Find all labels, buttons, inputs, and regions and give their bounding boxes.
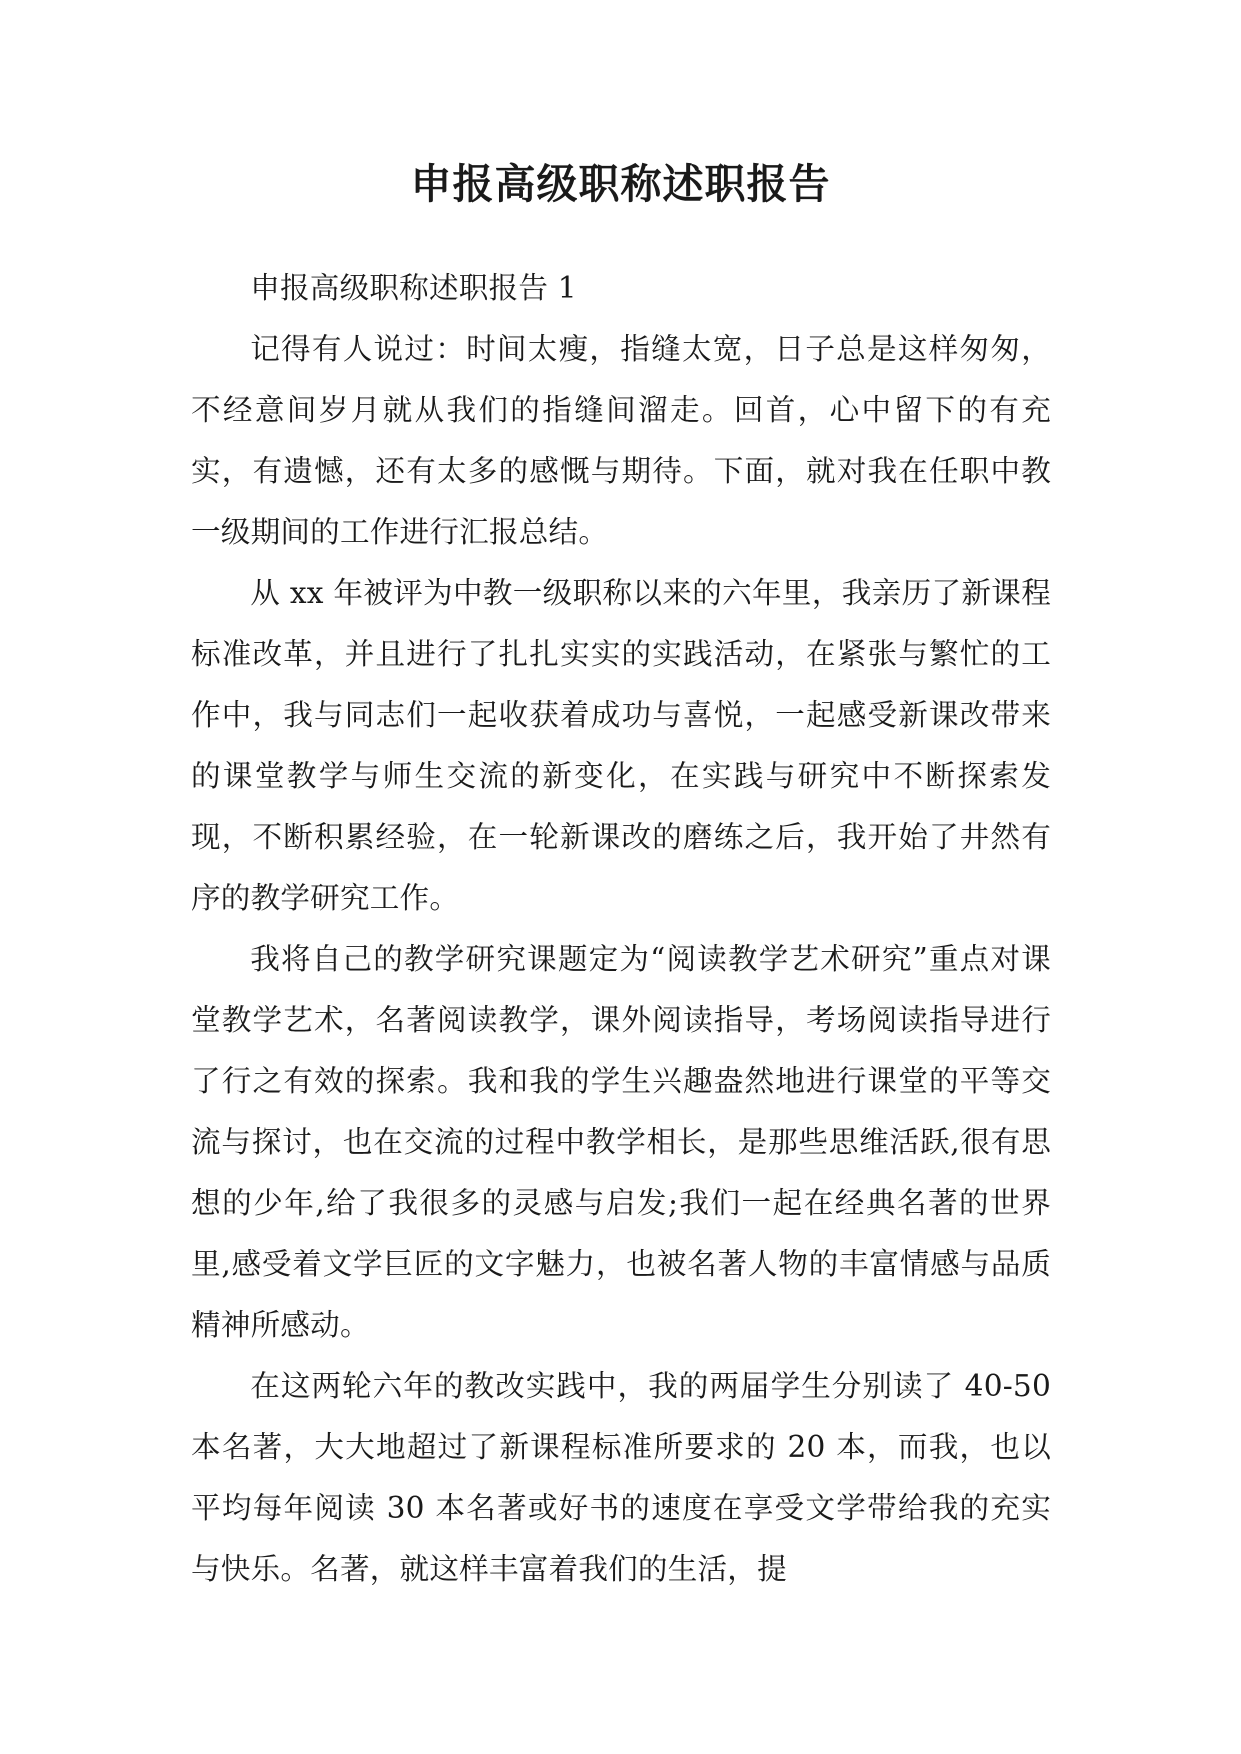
paragraph: 在这两轮六年的教改实践中，我的两届学生分别读了 40-50 本名著，大大地超过了新课程标准所要求的 20 本，而我，也以平均每年阅读 30 本名著或好书的速度在享受文学带给我的充实与快乐。名著，就这样丰富着我们的生活，提	[191, 1369, 1051, 1586]
paragraph: 从 xx 年被评为中教一级职称以来的六年里，我亲历了新课程标准改革，并且进行了扎扎实实的实践活动，在紧张与繁忙的工作中，我与同志们一起收获着成功与喜悦，一起感受新课改带来的课堂教学与师生交流的新变化，在实践与研究中不断探索发现，不断积累经验，在一轮新课改的磨练之后，我开始了井然有序的教学研究工作。	[191, 576, 1051, 915]
paragraph: 记得有人说过：时间太瘦，指缝太宽，日子总是这样匆匆，不经意间岁月就从我们的指缝间溜走。回首，心中留下的有充实，有遗憾，还有太多的感慨与期待。下面，就对我在任职中教一级期间的工作进行汇报总结。	[191, 332, 1051, 549]
paragraph-heading: 申报高级职称述职报告 1	[250, 271, 577, 305]
document-body	[191, 258, 1051, 1600]
document-title: 申报高级职称述职报告	[410, 160, 831, 208]
paragraph: 我将自己的教学研究课题定为“阅读教学艺术研究”重点对课堂教学艺术，名著阅读教学，课外阅读指导，考场阅读指导进行了行之有效的探索。我和我的学生兴趣盎然地进行课堂的平等交流与探讨，也在交流的过程中教学相长，是那些思维活跃,很有思想的少年,给了我很多的灵感与启发;我们一起在经典名著的世界里,感受着文学巨匠的文字魅力，也被名著人物的丰富情感与品质精神所感动。	[191, 942, 1051, 1342]
